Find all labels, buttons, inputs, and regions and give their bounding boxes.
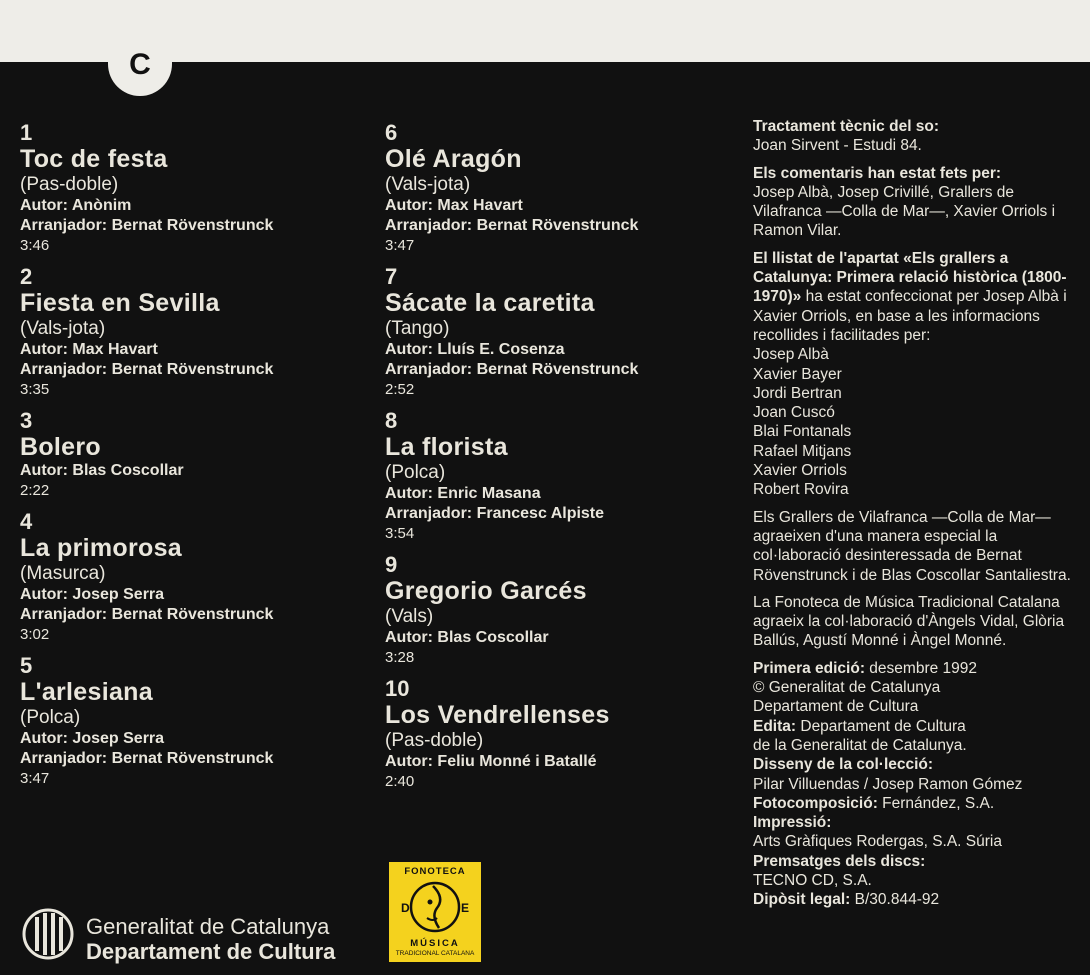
track-item <box>20 510 370 644</box>
track-title: Toc de festa <box>20 145 168 173</box>
track-number: 1 <box>20 120 33 145</box>
fonoteca-letter-d: D <box>401 901 410 915</box>
track-title: Fiesta en Sevilla <box>20 289 220 317</box>
track-genre: (Masurca) <box>20 563 106 584</box>
foto-value: Fernández, S.A. <box>877 794 995 812</box>
track-genre: (Pas-doble) <box>20 174 119 195</box>
track-credit: Autor: Josep Serra <box>20 586 165 603</box>
contributor-name: Blai Fontanals <box>753 423 852 441</box>
tech-value: Joan Sirvent - Estudi 84. <box>753 137 922 155</box>
edita-value: Departament de Cultura <box>796 717 966 735</box>
track-number: 3 <box>20 408 33 433</box>
print-label: Impressió: <box>753 814 832 832</box>
fonoteca-sub-text: TRADICIONAL CATALANA <box>395 950 475 957</box>
contributor-name: Xavier Orriols <box>753 462 847 480</box>
fonoteca-logo <box>389 862 481 962</box>
edita-value-2: de la Generalitat de Catalunya. <box>753 736 967 754</box>
contributor-name: Rafael Mitjans <box>753 442 852 460</box>
track-credit: Autor: Max Havart <box>20 341 158 358</box>
track-item <box>385 265 735 399</box>
track-title: La primorosa <box>20 534 182 562</box>
track-title: La florista <box>385 433 508 461</box>
design-label: Disseny de la col·lecció: <box>753 756 934 774</box>
generalitat-shield-icon <box>22 905 74 963</box>
track-item <box>20 265 370 399</box>
track-genre: (Tango) <box>385 318 450 339</box>
track-number: 8 <box>385 408 398 433</box>
tracklist-middle <box>385 121 735 801</box>
track-number: 9 <box>385 552 398 577</box>
track-genre: (Vals) <box>385 606 434 627</box>
list-title: El llistat de l'apartat «Els grallers a Catalunya: Primera relació històrica (1800-1970)» <box>753 249 1067 306</box>
contributor-name: Jordi Bertran <box>753 384 842 402</box>
generalitat-line-1: Generalitat de Catalunya <box>86 914 330 939</box>
track-title: Gregorio Garcés <box>385 577 587 605</box>
track-credit: Autor: Enric Masana <box>385 485 541 502</box>
track-number: 7 <box>385 264 398 289</box>
print-value: Arts Gràfiques Rodergas, S.A. Súria <box>753 833 1002 851</box>
track-credit: Arranjador: Bernat Rövenstrunck <box>20 361 274 378</box>
track-credit: Autor: Anònim <box>20 197 132 214</box>
edition-block <box>753 659 1083 910</box>
track-duration: 3:46 <box>20 237 50 254</box>
fonoteca-bottom-text: MÚSICA <box>410 938 460 949</box>
contributor-name: Joan Cuscó <box>753 404 835 422</box>
track-duration: 3:35 <box>20 381 50 398</box>
track-title: Sácate la caretita <box>385 289 595 317</box>
copyright-line-1: © Generalitat de Catalunya <box>753 679 941 697</box>
track-credit: Arranjador: Bernat Rövenstrunck <box>20 217 274 234</box>
side-badge <box>108 34 172 96</box>
contributors-list <box>753 345 1083 499</box>
track-number: 4 <box>20 509 33 534</box>
design-value: Pilar Villuendas / Josep Ramon Gómez <box>753 775 1023 793</box>
track-duration: 2:22 <box>20 482 50 499</box>
track-credit: Arranjador: Bernat Rövenstrunck <box>385 361 639 378</box>
edition-value: desembre 1992 <box>865 659 978 677</box>
track-credit: Autor: Lluís E. Cosenza <box>385 341 565 358</box>
track-credit: Autor: Blas Coscollar <box>20 462 184 479</box>
press-label: Premsatges dels discs: <box>753 852 926 870</box>
track-genre: (Pas-doble) <box>385 730 484 751</box>
track-item <box>385 677 735 791</box>
edita-label: Edita: <box>753 717 797 735</box>
fonoteca-letter-e: E <box>461 901 470 915</box>
foto-label: Fotocomposició: <box>753 794 878 812</box>
track-credit: Autor: Feliu Monné i Batallé <box>385 753 597 770</box>
track-title: Los Vendrellenses <box>385 701 610 729</box>
track-number: 2 <box>20 264 33 289</box>
tracklist-left <box>20 121 370 798</box>
track-item <box>385 409 735 543</box>
contributor-name: Robert Rovira <box>753 481 849 499</box>
contributor-name: Xavier Bayer <box>753 365 842 383</box>
comments-title: Els comentaris han estat fets per: <box>753 164 1002 182</box>
legal-value: B/30.844-92 <box>850 891 940 909</box>
track-number: 10 <box>385 676 410 701</box>
track-duration: 2:52 <box>385 381 415 398</box>
track-duration: 3:47 <box>20 770 50 787</box>
track-credit: Arranjador: Francesc Alpiste <box>385 505 605 522</box>
track-duration: 3:28 <box>385 649 415 666</box>
track-genre: (Vals-jota) <box>20 318 106 339</box>
list-value: ha estat confeccionat per Josep Albà i Xavier Orriols, en base a les informacions recollides i facilitades per: <box>753 288 1067 344</box>
generalitat-text <box>86 914 335 964</box>
copyright-line-2: Departament de Cultura <box>753 698 919 716</box>
track-duration: 3:47 <box>385 237 415 254</box>
thanks-grallers: Els Grallers de Vilafranca —Colla de Mar— agraeixen d'una manera especial la col·laboració desinteressada de Bernat Rövenstrunck i de Blas Coscollar Santaliestra. <box>753 508 1071 584</box>
track-item <box>385 121 735 255</box>
legal-label: Dipòsit legal: <box>753 891 851 909</box>
track-title: Olé Aragón <box>385 145 522 173</box>
track-credit: Autor: Josep Serra <box>20 730 165 747</box>
tech-title: Tractament tècnic del so: <box>753 118 940 135</box>
track-number: 6 <box>385 120 398 145</box>
track-item <box>20 121 370 255</box>
credits-column <box>753 117 1083 910</box>
track-credit: Arranjador: Bernat Rövenstrunck <box>20 606 274 623</box>
track-duration: 2:40 <box>385 773 415 790</box>
edition-label: Primera edició: <box>753 659 865 677</box>
fonoteca-face-icon <box>397 878 473 936</box>
track-credit: Autor: Max Havart <box>385 197 523 214</box>
press-value: TECNO CD, S.A. <box>753 871 872 889</box>
track-item <box>385 553 735 667</box>
track-credit: Arranjador: Bernat Rövenstrunck <box>385 217 639 234</box>
track-duration: 3:02 <box>20 626 50 643</box>
track-item <box>20 409 370 500</box>
track-number: 5 <box>20 653 33 678</box>
track-credit: Autor: Blas Coscollar <box>385 629 549 646</box>
side-letter: C <box>129 48 151 81</box>
track-genre: (Polca) <box>20 707 81 728</box>
track-item <box>20 654 370 788</box>
track-genre: (Vals-jota) <box>385 174 471 195</box>
track-genre: (Polca) <box>385 462 446 483</box>
thanks-fonoteca: La Fonoteca de Música Tradicional Catalana agraeix la col·laboració d'Àngels Vidal, Glòria Ballús, Agustí Monné i Àngel Monné. <box>753 593 1065 650</box>
fonoteca-top-text: FONOTECA <box>404 866 466 877</box>
comments-value: Josep Albà, Josep Crivillé, Grallers de Vilafranca —Colla de Mar—, Xavier Orriols i Ramon Vilar. <box>753 183 1056 240</box>
track-credit: Arranjador: Bernat Rövenstrunck <box>20 750 274 767</box>
track-duration: 3:54 <box>385 525 415 542</box>
track-title: L'arlesiana <box>20 678 153 706</box>
track-title: Bolero <box>20 433 101 461</box>
contributor-name: Josep Albà <box>753 346 829 364</box>
generalitat-line-2: Departament de Cultura <box>86 939 336 964</box>
